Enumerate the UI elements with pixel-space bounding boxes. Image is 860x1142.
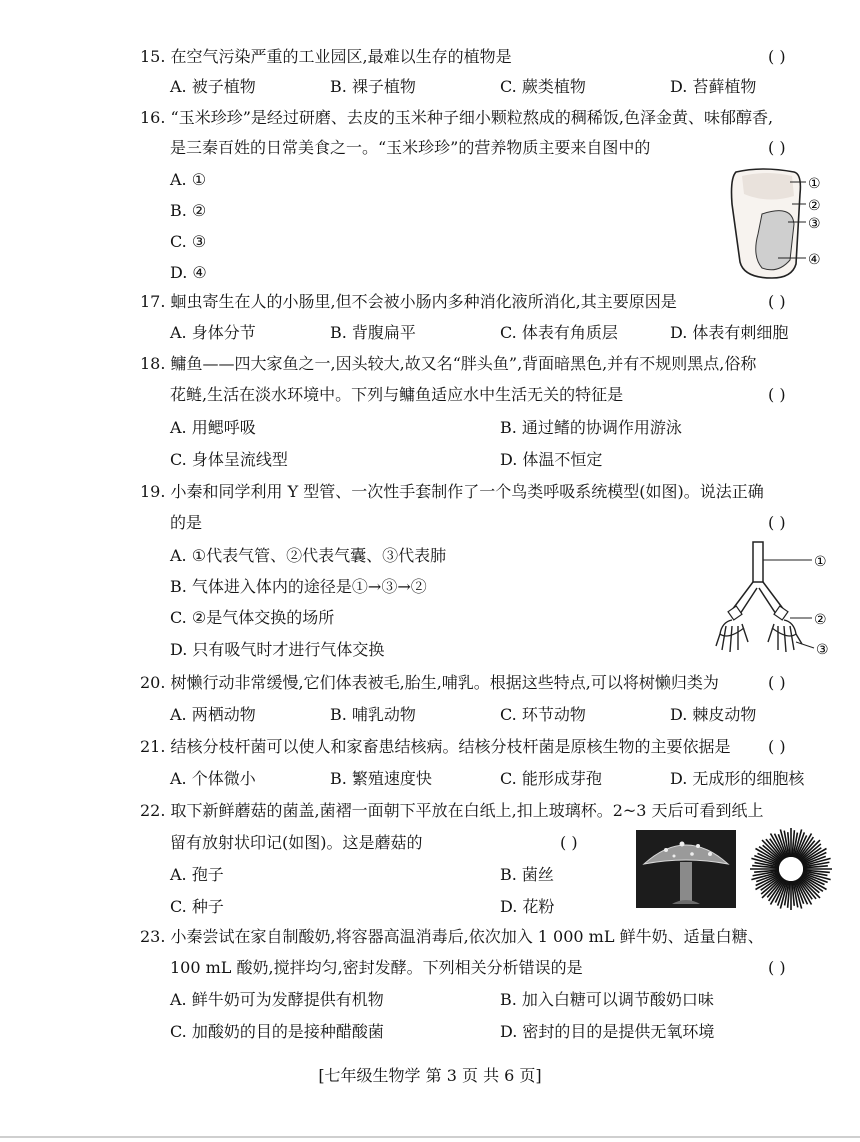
answer-bracket-15[interactable]: ( ) [768, 47, 786, 66]
option-23-b[interactable]: B. 加入白糖可以调节酸奶口味 [500, 990, 714, 1009]
option-21-a[interactable]: A. 个体微小 [170, 769, 256, 788]
model-label-3: ③ [816, 642, 829, 658]
option-19-b[interactable]: B. 气体进入体内的途径是①→③→② [170, 577, 427, 596]
answer-bracket-21[interactable]: ( ) [768, 737, 786, 756]
answer-bracket-22[interactable]: ( ) [560, 833, 578, 852]
option-20-b[interactable]: B. 哺乳动物 [330, 705, 416, 724]
option-22-d[interactable]: D. 花粉 [500, 897, 555, 916]
option-18-a[interactable]: A. 用鳃呼吸 [170, 418, 256, 437]
option-17-a[interactable]: A. 身体分节 [170, 323, 256, 342]
question-16-text: 16. “玉米珍珍”是经过研磨、去皮的玉米种子细小颗粒熬成的稠稀饭,色泽金黄、味郁醇香, [140, 108, 774, 127]
bird-respiration-model-figure [710, 538, 840, 660]
option-19-d[interactable]: D. 只有吸气时才进行气体交换 [170, 640, 385, 659]
question-17-text: 17. 蛔虫寄生在人的小肠里,但不会被小肠内多种消化液所消化,其主要原因是 [140, 292, 677, 311]
spore-print-figure [748, 826, 834, 912]
question-19-text: 19. 小秦和同学利用 Y 型管、一次性手套制作了一个鸟类呼吸系统模型(如图)。说法正确 [140, 482, 764, 501]
option-18-d[interactable]: D. 体温不恒定 [500, 450, 603, 469]
option-18-b[interactable]: B. 通过鳍的协调作用游泳 [500, 418, 682, 437]
answer-bracket-20[interactable]: ( ) [768, 673, 786, 692]
question-18-text: 18. 鳙鱼——四大家鱼之一,因头较大,故又名“胖头鱼”,背面暗黑色,并有不规则黑点,俗称 [140, 354, 757, 373]
option-23-a[interactable]: A. 鲜牛奶可为发酵提供有机物 [170, 990, 384, 1009]
option-16-b[interactable]: B. ② [170, 201, 207, 220]
option-17-c[interactable]: C. 体表有角质层 [500, 323, 618, 342]
option-23-c[interactable]: C. 加酸奶的目的是接种醋酸菌 [170, 1022, 384, 1041]
option-20-d[interactable]: D. 棘皮动物 [670, 705, 757, 724]
option-16-c[interactable]: C. ③ [170, 232, 207, 251]
option-15-a[interactable]: A. 被子植物 [170, 77, 256, 96]
page-footer: [七年级生物学 第 3 页 共 6 页] [318, 1066, 542, 1085]
question-23-text-2: 100 mL 酸奶,搅拌均匀,密封发酵。下列相关分析错误的是 [170, 958, 583, 977]
mushroom-photo [636, 830, 736, 908]
seed-label-3: ③ [808, 216, 821, 232]
option-16-a[interactable]: A. ① [170, 170, 207, 189]
option-15-c[interactable]: C. 蕨类植物 [500, 77, 586, 96]
question-15-text: 15. 在空气污染严重的工业园区,最难以生存的植物是 [140, 47, 512, 66]
option-15-b[interactable]: B. 裸子植物 [330, 77, 416, 96]
option-17-d[interactable]: D. 体表有刺细胞 [670, 323, 789, 342]
option-21-c[interactable]: C. 能形成芽孢 [500, 769, 602, 788]
option-23-d[interactable]: D. 密封的目的是提供无氧环境 [500, 1022, 715, 1041]
seed-label-1: ① [808, 176, 821, 192]
question-21-text: 21. 结核分枝杆菌可以使人和家畜患结核病。结核分枝杆菌是原核生物的主要依据是 [140, 737, 731, 756]
model-label-2: ② [814, 612, 827, 628]
model-label-1: ① [814, 554, 827, 570]
question-22-text-2: 留有放射状印记(如图)。这是蘑菇的 [170, 833, 423, 852]
option-19-c[interactable]: C. ②是气体交换的场所 [170, 608, 335, 627]
seed-label-4: ④ [808, 252, 821, 268]
option-16-d[interactable]: D. ④ [170, 263, 207, 282]
option-22-b[interactable]: B. 菌丝 [500, 865, 554, 884]
question-20-text: 20. 树懒行动非常缓慢,它们体表被毛,胎生,哺乳。根据这些特点,可以将树懒归类为 [140, 673, 719, 692]
scan-edge-divider [0, 1136, 860, 1138]
option-19-a[interactable]: A. ①代表气管、②代表气囊、③代表肺 [170, 546, 447, 565]
answer-bracket-16[interactable]: ( ) [768, 138, 786, 157]
option-21-b[interactable]: B. 繁殖速度快 [330, 769, 432, 788]
option-22-c[interactable]: C. 种子 [170, 897, 224, 916]
answer-bracket-18[interactable]: ( ) [768, 385, 786, 404]
question-22-text: 22. 取下新鲜蘑菇的菌盖,菌褶一面朝下平放在白纸上,扣上玻璃杯。2~3 天后可看到纸上 [140, 801, 764, 820]
question-19-text-2: 的是 [170, 513, 203, 532]
answer-bracket-17[interactable]: ( ) [768, 292, 786, 311]
answer-bracket-23[interactable]: ( ) [768, 958, 786, 977]
seed-label-2: ② [808, 198, 821, 214]
option-22-a[interactable]: A. 孢子 [170, 865, 224, 884]
question-18-text-2: 花鲢,生活在淡水环境中。下列与鳙鱼适应水中生活无关的特征是 [170, 385, 624, 404]
question-16-text-2: 是三秦百姓的日常美食之一。“玉米珍珍”的营养物质主要来自图中的 [170, 138, 651, 157]
option-20-a[interactable]: A. 两栖动物 [170, 705, 256, 724]
option-20-c[interactable]: C. 环节动物 [500, 705, 586, 724]
option-17-b[interactable]: B. 背腹扁平 [330, 323, 416, 342]
question-23-text: 23. 小秦尝试在家自制酸奶,将容器高温消毒后,依次加入 1 000 mL 鲜牛奶、适量白糖、 [140, 927, 764, 946]
option-18-c[interactable]: C. 身体呈流线型 [170, 450, 288, 469]
option-15-d[interactable]: D. 苔藓植物 [670, 77, 757, 96]
answer-bracket-19[interactable]: ( ) [768, 513, 786, 532]
option-21-d[interactable]: D. 无成形的细胞核 [670, 769, 805, 788]
corn-seed-figure [722, 164, 832, 284]
